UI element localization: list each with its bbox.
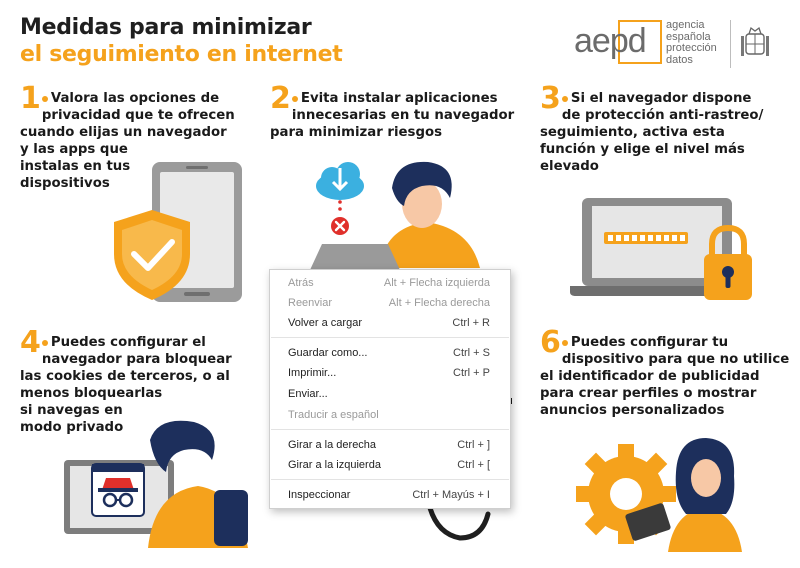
menu-item-label: Girar a la izquierda bbox=[288, 459, 381, 471]
step-line: las cookies de terceros, o al bbox=[20, 369, 230, 384]
crest-icon bbox=[740, 24, 770, 62]
menu-item-inspect[interactable] bbox=[270, 485, 510, 505]
step-line: y las apps que bbox=[20, 142, 128, 157]
menu-item-shortcut: Ctrl + Mayús + I bbox=[412, 489, 490, 501]
menu-item-label: Volver a cargar bbox=[288, 317, 362, 329]
menu-item-print[interactable] bbox=[270, 363, 510, 383]
menu-item-shortcut: Ctrl + R bbox=[452, 317, 490, 329]
logo-sub-line: española bbox=[666, 30, 711, 43]
woman-figure bbox=[668, 438, 742, 552]
menu-separator bbox=[271, 429, 509, 430]
laptop-lock-illustration bbox=[570, 192, 760, 304]
menu-item-label: Inspeccionar bbox=[288, 489, 351, 501]
step-number: 3 bbox=[540, 81, 561, 116]
step-line: de protección anti-rastreo/ bbox=[561, 108, 764, 123]
logo-word: aepd bbox=[574, 22, 646, 60]
step-line: dispositivo para que no utilice bbox=[561, 352, 790, 367]
step-dot bbox=[42, 96, 48, 102]
step-line: innecesarias en tu navegador bbox=[291, 108, 515, 123]
phone-shield-illustration bbox=[108, 158, 248, 306]
private-mode-illustration bbox=[62, 420, 258, 548]
step-line: dispositivos bbox=[20, 176, 110, 191]
title-line-2: el seguimiento en internet bbox=[20, 42, 343, 67]
step-line: menos bloquearlas bbox=[20, 386, 163, 401]
menu-item-shortcut: Ctrl + [ bbox=[457, 459, 490, 471]
spy-icon bbox=[92, 464, 144, 516]
menu-item-translate[interactable] bbox=[270, 405, 510, 425]
menu-item-reload[interactable] bbox=[270, 313, 510, 333]
menu-item-shortcut: Ctrl + P bbox=[453, 367, 490, 379]
step-number: 6 bbox=[540, 325, 561, 360]
step-line: privacidad que te ofrecen bbox=[41, 108, 235, 123]
laptop-icon bbox=[310, 244, 400, 270]
aepd-logo bbox=[574, 20, 774, 68]
logo-sub-line: datos bbox=[666, 53, 693, 66]
menu-item-send[interactable] bbox=[270, 384, 510, 404]
menu-item-label: Girar a la derecha bbox=[288, 439, 377, 451]
step-dot bbox=[562, 340, 568, 346]
menu-item-shortcut: Alt + Flecha izquierda bbox=[383, 277, 490, 289]
title-line-1: Medidas para minimizar bbox=[20, 15, 312, 40]
menu-separator bbox=[271, 337, 509, 338]
menu-item-back[interactable] bbox=[270, 273, 510, 293]
step-line: Evita instalar aplicaciones bbox=[300, 91, 498, 106]
step-number: 2 bbox=[270, 81, 291, 116]
menu-item-label: Traducir a español bbox=[288, 409, 379, 421]
step-dot bbox=[42, 340, 48, 346]
menu-item-rotate-right[interactable] bbox=[270, 435, 510, 455]
error-x-icon bbox=[331, 217, 349, 235]
step-2-text bbox=[270, 81, 530, 141]
step-number: 1 bbox=[20, 81, 41, 116]
menu-item-shortcut: Ctrl + ] bbox=[457, 439, 490, 451]
step-line: modo privado bbox=[20, 420, 124, 435]
menu-item-forward[interactable] bbox=[270, 293, 510, 313]
step-dot bbox=[562, 96, 568, 102]
step-line: cuando elijas un navegador bbox=[20, 125, 227, 140]
logo-separator bbox=[730, 20, 731, 68]
step-number: 4 bbox=[20, 325, 41, 360]
step-line: Si el navegador dispone bbox=[570, 91, 752, 106]
menu-item-rotate-left[interactable] bbox=[270, 455, 510, 475]
step-line: función y elige el nivel más bbox=[540, 142, 745, 157]
ad-id-illustration bbox=[570, 432, 754, 552]
menu-item-shortcut: Ctrl + S bbox=[453, 347, 490, 359]
step-line: Valora las opciones de bbox=[50, 91, 220, 106]
step-line: seguimiento, activa esta bbox=[540, 125, 725, 140]
context-menu bbox=[269, 269, 511, 509]
menu-item-label: Guardar como... bbox=[288, 347, 368, 359]
menu-item-label: Imprimir... bbox=[288, 367, 337, 379]
step-line: elevado bbox=[540, 159, 599, 174]
logo-subtitle bbox=[666, 20, 717, 66]
step-dot bbox=[292, 96, 298, 102]
menu-item-label: Enviar... bbox=[288, 388, 328, 400]
step-line: instalas en tus bbox=[20, 159, 131, 174]
dot-mark bbox=[338, 200, 342, 204]
logo-sub-line: protección bbox=[666, 42, 717, 54]
menu-item-save-as[interactable] bbox=[270, 343, 510, 363]
step-line: el identificador de publicidad bbox=[540, 369, 760, 384]
page-title bbox=[20, 14, 342, 68]
menu-item-shortcut: Alt + Flecha derecha bbox=[388, 297, 490, 309]
dot-mark bbox=[338, 207, 342, 211]
step-line: anuncios personalizados bbox=[540, 403, 725, 418]
step-6-text bbox=[540, 325, 795, 419]
menu-item-label: Reenviar bbox=[288, 297, 333, 309]
person-figure bbox=[380, 162, 480, 268]
step-3-text bbox=[540, 81, 790, 175]
menu-separator bbox=[271, 479, 509, 480]
step-line: para crear perfiles o mostrar bbox=[540, 386, 757, 401]
step-line: Puedes configurar el bbox=[50, 335, 206, 350]
step-line: Puedes configurar tu bbox=[570, 335, 729, 350]
cloud-download-icon bbox=[316, 162, 364, 200]
logo-sub-line: agencia bbox=[666, 19, 705, 31]
step-line: para minimizar riesgos bbox=[270, 125, 443, 140]
step-line: si navegas en bbox=[20, 403, 123, 418]
password-field bbox=[604, 232, 688, 244]
menu-item-label: Atrás bbox=[288, 277, 314, 289]
step-line: navegador para bloquear bbox=[41, 352, 232, 367]
person-apps-illustration bbox=[310, 158, 486, 270]
